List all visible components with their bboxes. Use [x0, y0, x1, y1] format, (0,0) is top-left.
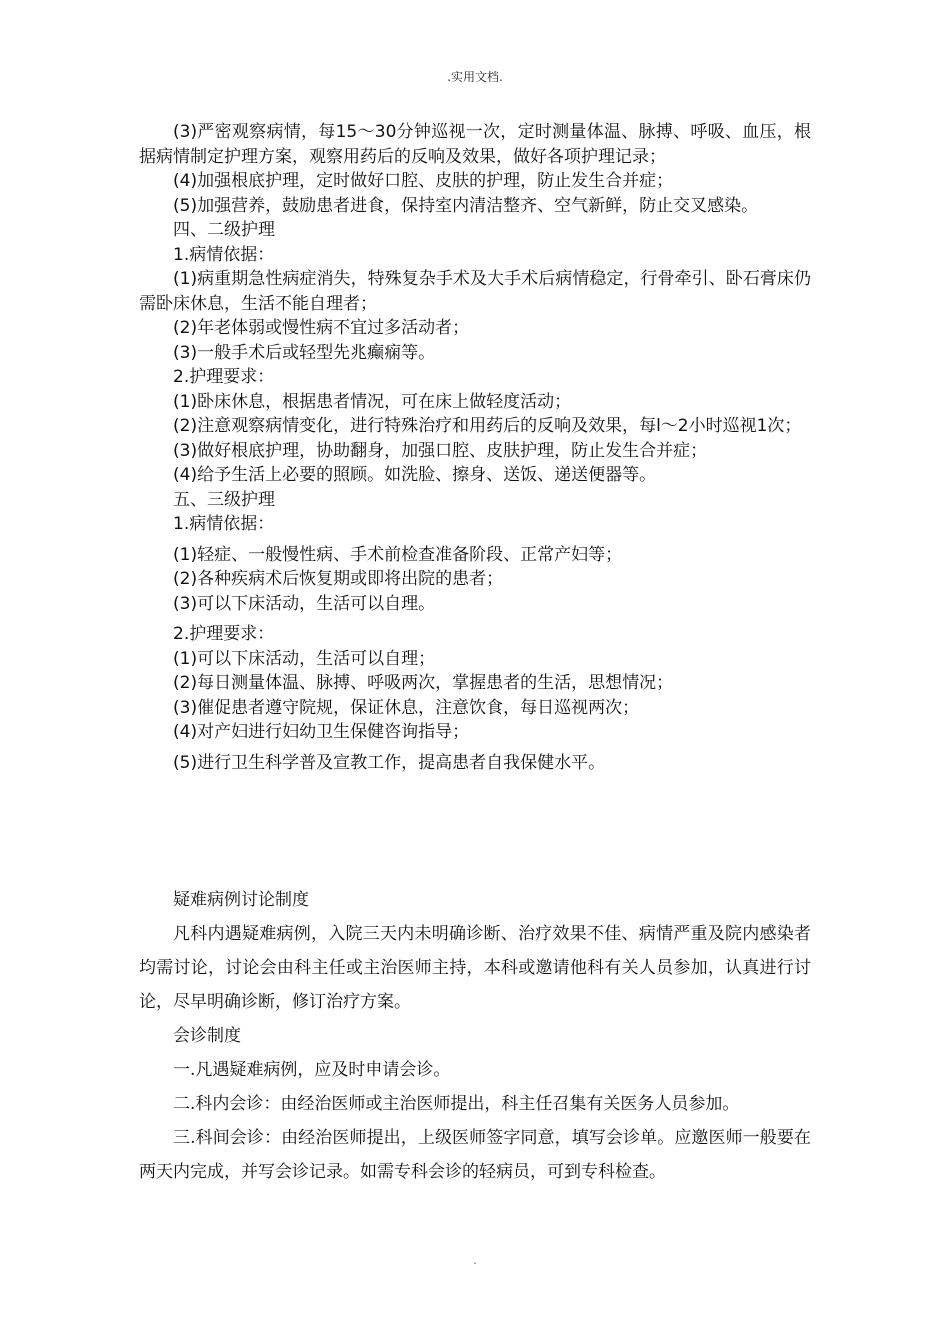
regulations-section [139, 883, 811, 1189]
paragraph: (4)加强根底护理，定时做好口腔、皮肤的护理，防止发生合并症； [173, 171, 674, 191]
paragraph: 疑难病例讨论制度 [173, 890, 309, 910]
paragraph: 2.护理要求： [173, 624, 275, 644]
nursing-levels-section [139, 120, 811, 775]
paragraph: (4)给予生活上必要的照顾。如洗脸、擦身、送饭、递送便器等。 [173, 465, 657, 485]
paragraph: 1.病情依据： [173, 244, 275, 265]
paragraph: (1)轻症、一般慢性病、手术前检查准备阶段、正常产妇等； [173, 544, 623, 565]
paragraph: 四、二级护理 [173, 220, 275, 240]
paragraph: (1)可以下床活动，生活可以自理； [173, 648, 436, 669]
page-header: .实用文档. [447, 70, 503, 84]
paragraph: (5)进行卫生科学普及宣教工作，提高患者自我保健水平。 [173, 752, 606, 773]
paragraph: (3)一般手术后或轻型先兆癫痫等。 [173, 342, 436, 363]
paragraph: (3)催促患者遵守院规，保证休息，注意饮食，每日巡视两次； [173, 697, 640, 718]
paragraph: (5)加强营养，鼓励患者进食，保持室内清洁整齐、空气新鲜，防止交叉感染。 [173, 195, 759, 216]
page-footer: . [473, 1256, 477, 1267]
paragraph: 二.科内会诊：由经治医师或主治医师提出，科主任召集有关医务人员参加。 [173, 1094, 740, 1114]
paragraph: (3)严密观察病情，每15～30分钟巡视一次，定时测量体温、脉搏、呼吸、血压，根据病情制定护理方案，观察用药后的反响及效果，做好各项护理记录； [139, 122, 811, 167]
paragraph: 1.病情依据： [173, 514, 275, 534]
paragraph: (3)可以下床活动，生活可以自理。 [173, 593, 436, 614]
paragraph: (4)对产妇进行妇幼卫生保健咨询指导； [173, 722, 470, 742]
paragraph: (2)每日测量体温、脉搏、呼吸两次，掌握患者的生活，思想情况； [173, 673, 674, 693]
paragraph: 五、三级护理 [173, 489, 275, 510]
paragraph: (2)各种疾病术后恢复期或即将出院的患者； [173, 569, 504, 589]
paragraph: (1)卧床休息，根据患者情况，可在床上做轻度活动； [173, 391, 572, 412]
paragraph: (2)注意观察病情变化，进行特殊治疗和用药后的反响及效果，每l～2小时巡视1次； [173, 416, 802, 436]
paragraph: 会诊制度 [173, 1026, 241, 1046]
paragraph: 一.凡遇疑难病例，应及时申请会诊。 [173, 1060, 451, 1080]
paragraph: 2.护理要求： [173, 367, 275, 387]
paragraph: (1)病重期急性病症消失，特殊复杂手术及大手术后病情稳定，行骨牵引、卧石膏床仍需卧床休息，生活不能自理者； [139, 269, 811, 314]
paragraph: 三.科间会诊：由经治医师提出，上级医师签字同意，填写会诊单。应邀医师一般要在两天内完成，并写会诊记录。如需专科会诊的轻病员，可到专科检查。 [139, 1128, 811, 1182]
paragraph: (2)年老体弱或慢性病不宜过多活动者； [173, 318, 470, 338]
paragraph: 凡科内遇疑难病例，入院三天内未明确诊断、治疗效果不佳、病情严重及院内感染者均需讨论，讨论会由科主任或主治医师主持，本科或邀请他科有关人员参加，认真进行讨论，尽早明确诊断，修订治疗方案。 [139, 924, 811, 1012]
paragraph: (3)做好根底护理，协助翻身，加强口腔、皮肤护理，防止发生合并症； [173, 440, 708, 461]
